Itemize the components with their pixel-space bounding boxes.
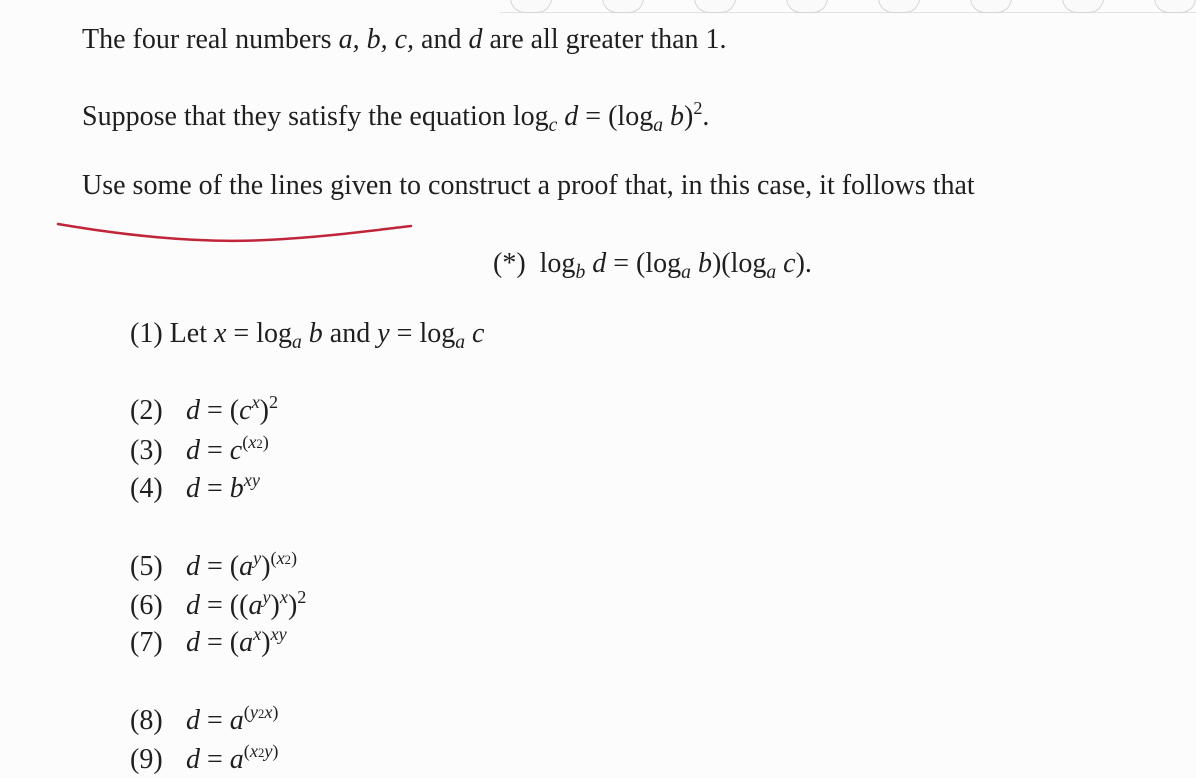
toolbar-button[interactable] (1154, 0, 1196, 13)
intro-paragraph-3: Use some of the lines given to construct a proof that, in this case, it follows that (82, 170, 975, 201)
proof-line-1[interactable]: (1) Let $x = \log_a b$ and $y = \log_a c$ (130, 318, 485, 353)
toolbar-button[interactable] (602, 0, 644, 13)
proof-line-2[interactable]: (2) $d = (c^x)^2$ (130, 392, 279, 426)
intro-paragraph-1 (82, 24, 727, 56)
proof-line-5[interactable]: (5) $d = (a^y)^{(x2)}$ (130, 548, 298, 582)
text: and (414, 24, 469, 55)
text: are all greater than 1. (482, 24, 727, 55)
text: Suppose that they satisfy the equation log (82, 100, 549, 132)
line-number: (3) (130, 434, 163, 466)
target-statement (493, 248, 812, 284)
math-var: c (783, 248, 796, 279)
statement-label: (*) (493, 248, 526, 279)
line-number: (1) (130, 318, 163, 349)
intro-paragraph-2 (82, 98, 709, 137)
line-number: (9) (130, 743, 163, 775)
math-exponent: 2 (693, 98, 703, 118)
text: The four real numbers (82, 24, 339, 55)
text: log (539, 248, 576, 279)
toolbar-button[interactable] (878, 0, 920, 13)
math-subscript: a (653, 114, 663, 136)
text: ) (684, 100, 694, 132)
line-number: (4) (130, 472, 163, 504)
text: ). (795, 248, 812, 279)
toolbar-button[interactable] (786, 0, 828, 13)
proof-line-9[interactable]: (9) $d = a^{(x2y)}$ (130, 741, 279, 775)
text: = (log (606, 248, 682, 279)
line-number: (8) (130, 704, 163, 736)
math-subscript: b (575, 261, 586, 283)
math-var: b (670, 100, 684, 132)
math-subscript: a (766, 261, 777, 283)
math-var: b (697, 248, 712, 279)
proof-line-6[interactable]: (6) $d = ((a^y)^x)^2$ (130, 587, 307, 621)
math-var: d (592, 248, 607, 279)
toolbar-button[interactable] (970, 0, 1012, 13)
line-number: (6) (130, 589, 163, 621)
line-number: (2) (130, 394, 163, 426)
math-var: d (564, 100, 579, 132)
text: = (log (578, 100, 654, 132)
toolbar-button[interactable] (510, 0, 552, 13)
math-subscript: a (681, 261, 691, 283)
line-number: (7) (130, 626, 163, 658)
toolbar-button[interactable] (1062, 0, 1104, 13)
math-vars: a, b, c, (338, 24, 415, 55)
proof-line-4[interactable]: (4) $d = b^{xy}$ (130, 470, 260, 504)
proof-line-8[interactable]: (8) $d = a^{(y2x)}$ (130, 702, 279, 736)
red-underline-annotation (56, 220, 416, 250)
math-subscript: c (548, 114, 558, 136)
toolbar-button[interactable] (694, 0, 736, 13)
math-var: d (468, 24, 483, 55)
toolbar-strip (500, 0, 1196, 20)
text: )(log (711, 248, 767, 279)
proof-line-7[interactable]: (7) $d = (a^x)^{xy}$ (130, 624, 287, 658)
proof-line-3[interactable]: (3) $d = c^{(x2)}$ (130, 432, 269, 466)
text: . (702, 100, 710, 132)
line-number: (5) (130, 550, 163, 582)
